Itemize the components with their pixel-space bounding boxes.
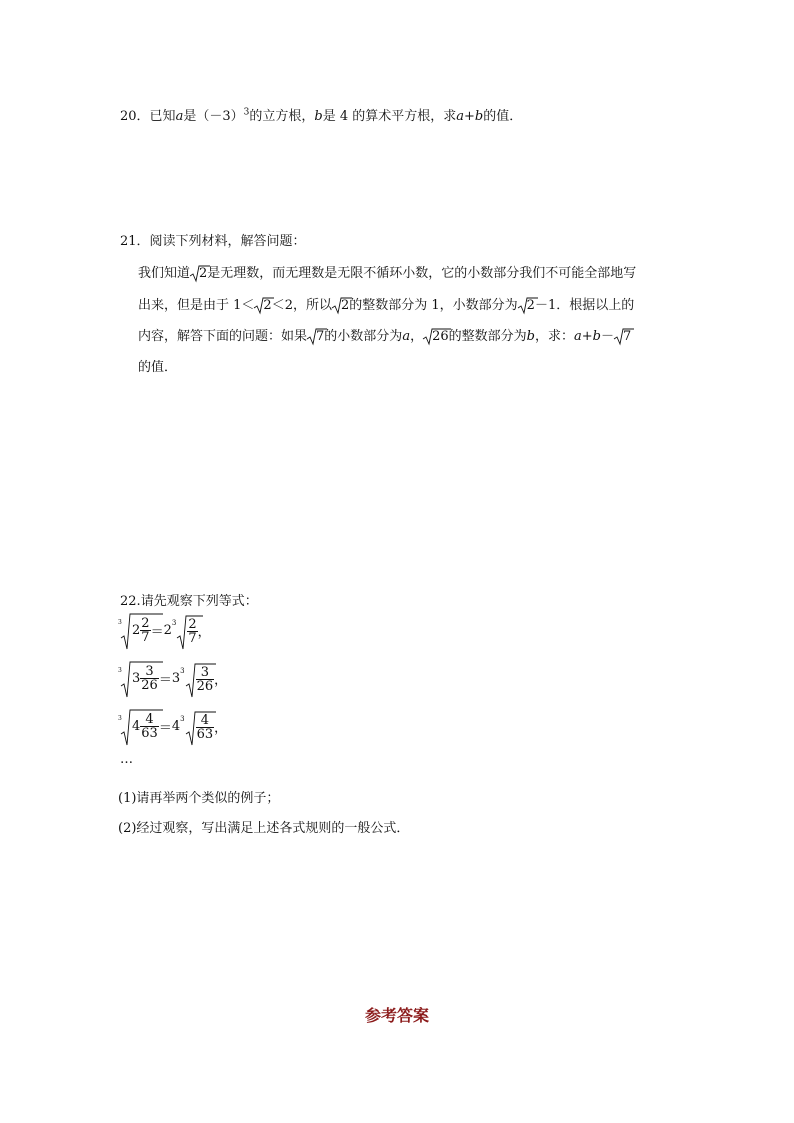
fraction: $\frac{3}{26}$ [141,664,158,693]
sqrt-symbol: 7 [614,329,631,344]
svg-text:3: 3 [118,619,122,626]
sqrt-symbol: 2 [518,298,535,313]
question-number: 21． [120,234,150,249]
question-22-intro: 22.请先观察下列等式： [120,594,258,609]
question-21-line-1: 我们知道 2是无理数，而无理数是无限不循环小数，它的小数部分我们不可能全部地写 [138,266,637,281]
answer-section-title: 参考答案 [364,1006,429,1025]
svg-text:3: 3 [118,715,122,722]
cube-root-radical: $\frac{2}{7}$ [177,616,197,645]
fraction: $\frac{4}{63}$ [141,712,158,741]
question-21-line-2: 出来，但是由于 1＜ 2＜2，所以 2的整数部分为 1，小数部分为 2－1．根据以上的 [138,298,635,313]
ellipsis: … [120,752,133,767]
question-21-intro: 21．阅读下列材料，解答问题： [120,234,306,249]
question-number: 20． [120,109,150,124]
sqrt-symbol: 2 [332,298,349,313]
question-21-line-4: 的值． [138,360,178,375]
sqrt-symbol: 26 [423,329,449,344]
fraction: $\frac{2}{7}$ [141,616,150,645]
sqrt-symbol: 2 [254,298,271,313]
question-22-part-2: (2)经过观察，写出满足上述各式规则的一般公式． [118,821,410,836]
cube-root-radical: $\frac{4}{63}$ [186,712,215,741]
sqrt-symbol: 2 [190,266,207,281]
question-21-line-3: 内容，解答下面的问题：如果 7的小数部分为a， 26的整数部分为b，求：a+b－ 7 [138,325,631,344]
svg-text:3: 3 [118,667,122,674]
exponent: 3 [243,107,250,118]
question-number: 22. [120,594,141,609]
sqrt-symbol: 7 [307,329,324,344]
cube-root-radical: $\frac{3}{26}$ [186,664,215,693]
question-20: 20．已知a是$(-3)^3$的立方根，b是 4 的算术平方根，求a+b的值． [120,107,523,124]
question-22-part-1: (1)请再举两个类似的例子； [118,791,280,806]
